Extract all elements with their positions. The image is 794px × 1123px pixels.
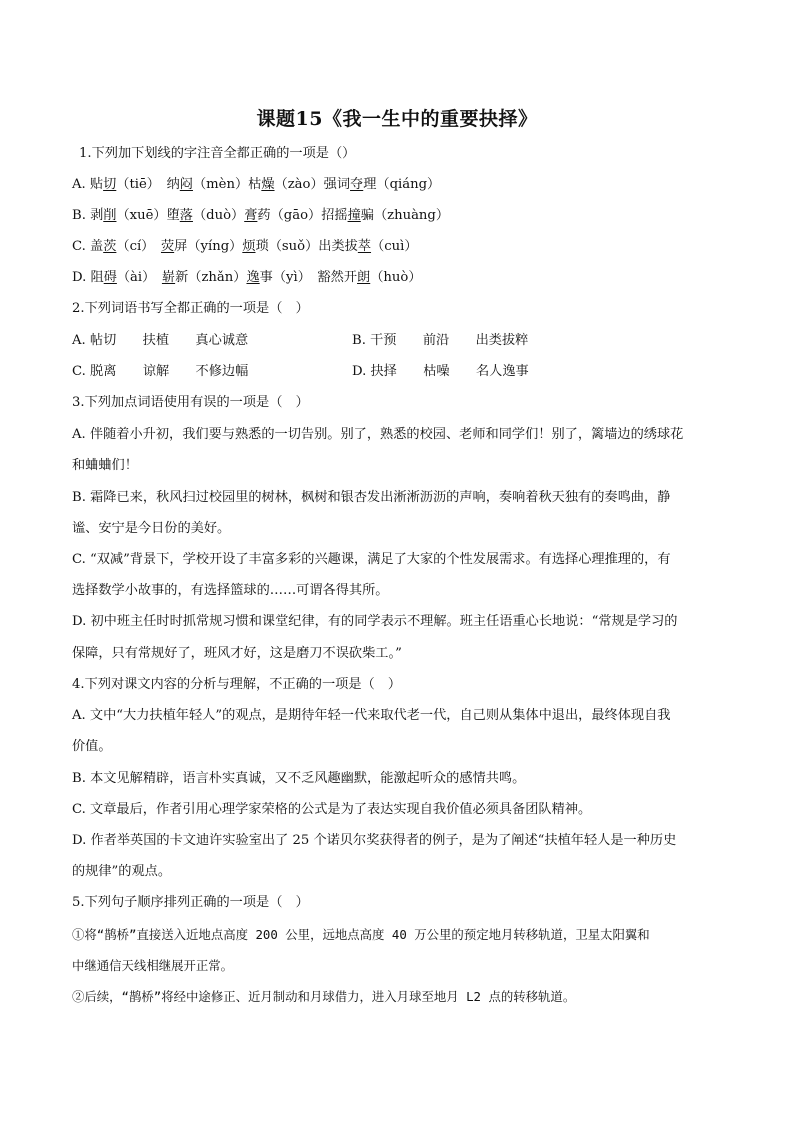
question-1-option-a: A. 贴切（tiē） 纳闷（mèn）枯燥（zào）强词夺理（qiáng） <box>72 177 441 192</box>
question-2-option-c: C. 脱离 谅解 不修边幅 <box>72 364 249 379</box>
question-5-stem: 5.下列句子顺序排列正确的一项是（ ） <box>72 895 309 910</box>
question-2-stem: 2.下列词语书写全都正确的一项是（ ） <box>72 301 309 316</box>
question-4-option-d-line1: D. 作者举英国的卡文迪许实验室出了 25 个诺贝尔奖获得者的例子，是为了阐述“扶植年轻人是一种历史 <box>72 833 677 848</box>
question-5-sentence-1-line1: ①将“鹊桥”直接送入近地点高度 200 公里，远地点高度 40 万公里的预定地月转移轨道，卫星太阳翼和 <box>72 927 650 942</box>
question-3-option-a-line2: 和蛐蛐们！ <box>72 458 138 473</box>
question-3-option-d-line1: D. 初中班主任时时抓常规习惯和课堂纪律，有的同学表示不理解。班主任语重心长地说：“常规是学习的 <box>72 614 678 629</box>
question-4-option-d-line2: 的规律”的观点。 <box>72 864 172 879</box>
question-3-option-d-line2: 保障，只有常规好了，班风才好，这是磨刀不误砍柴工。” <box>72 646 402 661</box>
question-3-option-c-line1: C. “双减”背景下，学校开设了丰富多彩的兴趣课，满足了大家的个性发展需求。有选择心理推理的，有 <box>72 552 671 567</box>
page-title: 课题15《我一生中的重要抉择》 <box>256 108 538 130</box>
question-2-option-d: D. 抉择 枯噪 名人逸事 <box>352 364 529 379</box>
question-4-option-a-line1: A. 文中“大力扶植年轻人”的观点，是期待年轻一代来取代老一代，自己则从集体中退出，最终体现自我 <box>72 708 671 723</box>
question-3-option-b-line2: 谧、安宁是今日份的美好。 <box>72 521 231 536</box>
question-3-option-b-line1: B. 霜降已来，秋风扫过校园里的树林，枫树和银杏发出淅淅沥沥的声响，奏响着秋天独有的奏鸣曲，静 <box>72 490 671 505</box>
question-3-stem: 3.下列加点词语使用有误的一项是（ ） <box>72 395 309 410</box>
question-5-sentence-2: ②后续，“鹊桥”将经中途修正、近月制动和月球借力，进入月球至地月 L2 点的转移轨道。 <box>72 989 576 1004</box>
question-1-option-b: B. 剥削（xuē）堕落（duò）膏药（gāo）招摇撞骗（zhuàng） <box>72 208 450 223</box>
question-4-option-b: B. 本文见解精辟，语言朴实真诚，又不乏风趣幽默，能激起听众的感情共鸣。 <box>72 771 526 786</box>
question-1-option-c: C. 盖茨（cí） 荧屏（yíng）烦琐（suǒ）出类拔萃（cuì） <box>72 239 418 254</box>
question-1-stem: 1.下列加下划线的字注音全都正确的一项是（） <box>79 146 356 161</box>
question-4-option-a-line2: 价值。 <box>72 739 112 754</box>
question-2-option-a: A. 帖切 扶植 真心诚意 <box>72 333 249 348</box>
question-1-option-d: D. 阻碍（ài） 崭新（zhǎn）逸事（yì） 豁然开朗（huò） <box>72 270 422 285</box>
question-3-option-a-line1: A. 伴随着小升初，我们要与熟悉的一切告别。别了，熟悉的校园、老师和同学们！别了，篱墙边的绣球花 <box>72 427 684 442</box>
question-2-option-b: B. 干预 前沿 出类拔粹 <box>352 333 529 348</box>
question-4-stem: 4.下列对课文内容的分析与理解，不正确的一项是（ ） <box>72 677 402 692</box>
question-4-option-c: C. 文章最后，作者引用心理学家荣格的公式是为了表达实现自我价值必须具备团队精神。 <box>72 802 592 817</box>
question-3-option-c-line2: 选择数学小故事的，有选择篮球的……可谓各得其所。 <box>72 583 389 598</box>
question-5-sentence-1-line2: 中继通信天线相继展开正常。 <box>72 958 234 973</box>
